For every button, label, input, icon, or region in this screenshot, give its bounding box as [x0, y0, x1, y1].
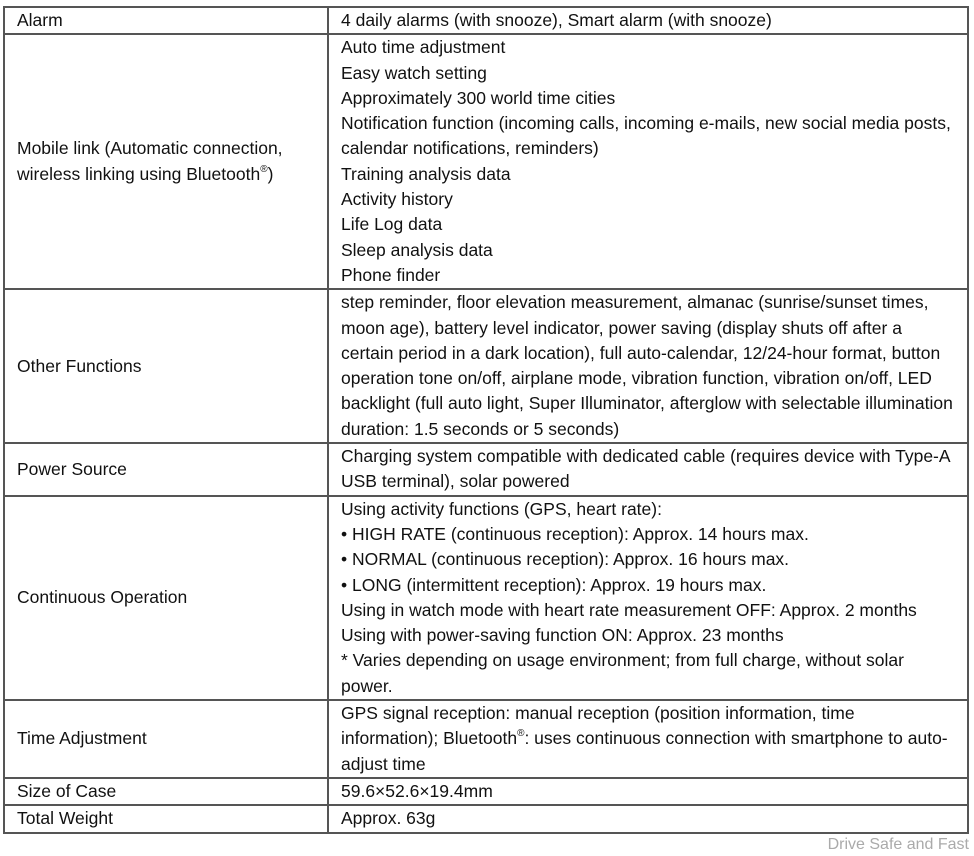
row-value	[328, 496, 968, 700]
value-line: 4 daily alarms (with snooze), Smart alarm (with snooze)	[341, 10, 772, 30]
row-label: Power Source	[4, 443, 328, 496]
value-line: • HIGH RATE (continuous reception): Approx. 14 hours max.	[341, 523, 809, 544]
row-value	[328, 443, 968, 496]
row-value: GPS signal reception: manual reception (position information, time information); Bluetooth®: uses continuous connection with smartphone to auto-adjust time	[328, 700, 968, 778]
table-row-mobile-link	[4, 34, 968, 289]
watermark: Drive Safe and Fast	[827, 836, 969, 853]
value-line: * Varies depending on usage environment; from full charge, without solar power.	[341, 650, 904, 696]
value-line: 59.6×52.6×19.4mm	[341, 780, 493, 801]
registered-mark: ®	[260, 163, 268, 175]
row-label: Mobile link (Automatic connection, wireless linking using Bluetooth®)	[4, 34, 328, 289]
table-row-alarm	[4, 7, 968, 34]
table-row-total-weight	[4, 805, 968, 832]
row-value	[328, 7, 968, 34]
value-line: Phone finder	[341, 264, 441, 285]
table-row-size-of-case	[4, 778, 968, 805]
value-line: Charging system compatible with dedicated cable (requires device with Type-A USB terminal), solar powered	[341, 446, 950, 492]
row-label: Alarm	[4, 7, 328, 34]
row-value	[328, 289, 968, 443]
value-line: Auto time adjustment	[341, 37, 506, 58]
value-line: Training analysis data	[341, 163, 511, 184]
value-line: Easy watch setting	[341, 62, 487, 83]
table-row-other-functions	[4, 289, 968, 443]
value-line: Life Log data	[341, 214, 443, 235]
registered-mark: ®	[517, 728, 525, 740]
row-value	[328, 778, 968, 805]
table-row-power-source	[4, 443, 968, 496]
value-line: • LONG (intermittent reception): Approx. 19 hours max.	[341, 574, 767, 595]
row-label: Total Weight	[4, 805, 328, 832]
row-label: Time Adjustment	[4, 700, 328, 778]
spec-table	[3, 6, 969, 834]
value-line: • NORMAL (continuous reception): Approx. 16 hours max.	[341, 549, 790, 570]
table-row-continuous-operation	[4, 496, 968, 700]
value-line: Using with power-saving function ON: Approx. 23 months	[341, 625, 784, 646]
row-label: Other Functions	[4, 289, 328, 443]
value-line: step reminder, floor elevation measurement, almanac (sunrise/sunset times, moon age), battery level indicator, power saving (display shuts off after a certain period in a dark location), full auto-calendar, 12/24-hour format, button operation tone on/off, airplane mode, vibration function, vibration on/off, LED backlight (full auto light, Super Illuminator, afterglow with selectable illumination duration: 1.5 seconds or 5 seconds)	[341, 292, 953, 439]
value-line: Approx. 63g	[341, 808, 436, 829]
value-line: Sleep analysis data	[341, 239, 493, 260]
row-label: Size of Case	[4, 778, 328, 805]
row-value	[328, 34, 968, 289]
value-line: Approximately 300 world time cities	[341, 87, 616, 108]
value-line: Using in watch mode with heart rate measurement OFF: Approx. 2 months	[341, 599, 917, 620]
table-row-time-adjustment	[4, 700, 968, 778]
value-line: Notification function (incoming calls, incoming e-mails, new social media posts, calendar notifications, reminders)	[341, 113, 951, 159]
row-label: Continuous Operation	[4, 496, 328, 700]
row-value	[328, 805, 968, 832]
value-line: Using activity functions (GPS, heart rate):	[341, 498, 662, 519]
value-line: Activity history	[341, 189, 453, 210]
